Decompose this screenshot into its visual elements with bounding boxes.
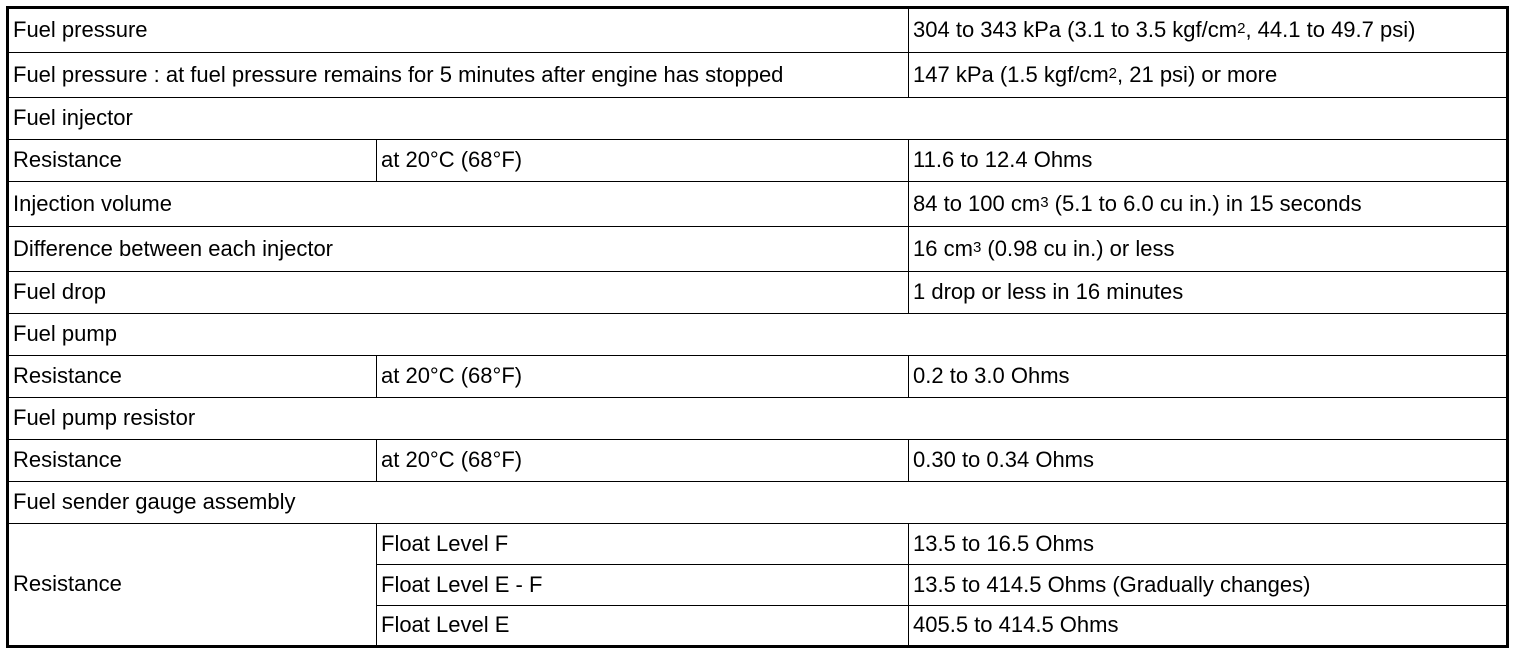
spec-value: 147 kPa (1.5 kgf/$cm^2$, 21 psi) or more xyxy=(909,53,1508,98)
spec-value: 0.30 to 0.34 Ohms xyxy=(909,440,1508,482)
spec-label: Difference between each injector xyxy=(8,227,909,272)
spec-value: 304 to 343 kPa (3.1 to 3.5 kgf/$cm^2$, 44.1 to 49.7 psi) xyxy=(909,8,1508,53)
section-row xyxy=(8,482,1508,524)
table-row xyxy=(8,524,1508,565)
spec-condition: at 20°C (68°F) xyxy=(377,440,909,482)
spec-value: 11.6 to 12.4 Ohms xyxy=(909,140,1508,182)
section-row xyxy=(8,98,1508,140)
spec-value: 16 $cm^3$ (0.98 cu in.) or less xyxy=(909,227,1508,272)
spec-label: Fuel pressure xyxy=(8,8,909,53)
table-row xyxy=(8,272,1508,314)
spec-condition: Float Level F xyxy=(377,524,909,565)
spec-condition: at 20°C (68°F) xyxy=(377,140,909,182)
spec-value: 1 drop or less in 16 minutes xyxy=(909,272,1508,314)
table-row xyxy=(8,356,1508,398)
table-row xyxy=(8,8,1508,53)
spec-label: Resistance xyxy=(8,140,377,182)
spec-condition: Float Level E - F xyxy=(377,565,909,606)
spec-label: Resistance xyxy=(8,356,377,398)
section-heading: Fuel injector xyxy=(8,98,1508,140)
section-row xyxy=(8,314,1508,356)
spec-label: Resistance xyxy=(8,524,377,647)
spec-label: Resistance xyxy=(8,440,377,482)
spec-value: 13.5 to 414.5 Ohms (Gradually changes) xyxy=(909,565,1508,606)
spec-value: 84 to 100 $cm^3$ (5.1 to 6.0 cu in.) in 15 seconds xyxy=(909,182,1508,227)
spec-label: Fuel drop xyxy=(8,272,909,314)
spec-label: Injection volume xyxy=(8,182,909,227)
spec-value: 13.5 to 16.5 Ohms xyxy=(909,524,1508,565)
table-row xyxy=(8,182,1508,227)
spec-condition: Float Level E xyxy=(377,606,909,647)
table-row xyxy=(8,140,1508,182)
table-row xyxy=(8,227,1508,272)
spec-condition: at 20°C (68°F) xyxy=(377,356,909,398)
section-row xyxy=(8,398,1508,440)
spec-value: 0.2 to 3.0 Ohms xyxy=(909,356,1508,398)
spec-label: Fuel pressure : at fuel pressure remains for 5 minutes after engine has stopped xyxy=(8,53,909,98)
table-row xyxy=(8,53,1508,98)
fuel-specifications-table xyxy=(6,6,1509,648)
table-row xyxy=(8,440,1508,482)
section-heading: Fuel sender gauge assembly xyxy=(8,482,1508,524)
spec-value: 405.5 to 414.5 Ohms xyxy=(909,606,1508,647)
section-heading: Fuel pump xyxy=(8,314,1508,356)
section-heading: Fuel pump resistor xyxy=(8,398,1508,440)
